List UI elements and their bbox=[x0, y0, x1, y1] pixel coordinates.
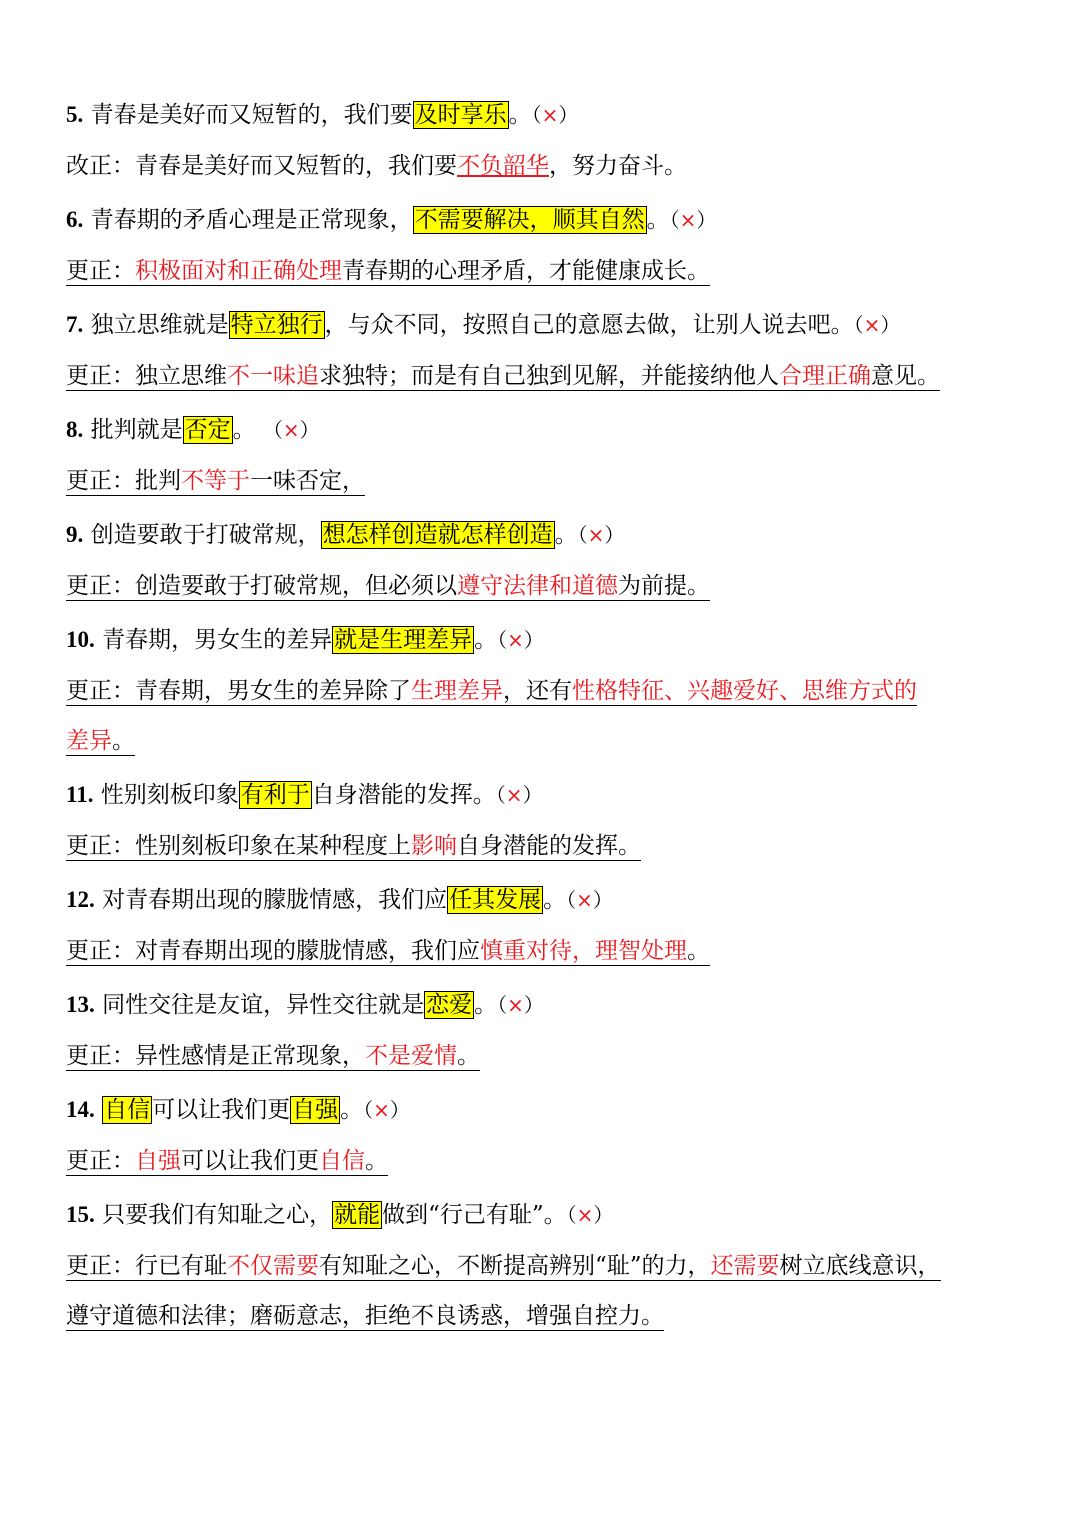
correction-text: 青春期，男女生的差异除了 bbox=[135, 678, 411, 704]
item-number: 7. bbox=[66, 312, 84, 337]
highlighted-error: 就能 bbox=[334, 1202, 381, 1228]
question-text: 。 bbox=[646, 207, 670, 233]
mark-open: （ bbox=[577, 523, 588, 547]
item-number: 14. bbox=[66, 1097, 95, 1122]
highlighted-error: 任其发展 bbox=[449, 887, 542, 913]
mark-open: （ bbox=[495, 783, 506, 807]
question-text: 独立思维就是 bbox=[90, 312, 229, 338]
question-text: 。 bbox=[474, 627, 498, 653]
question-text: 只要我们有知耻之心， bbox=[102, 1202, 333, 1228]
mark-close: ） bbox=[696, 208, 717, 232]
item-number: 13. bbox=[66, 992, 95, 1017]
item-number: 11. bbox=[66, 782, 94, 807]
mark-close: ） bbox=[299, 418, 320, 442]
correction-text: 为前提。 bbox=[618, 573, 710, 599]
highlighted-error: 特立独行 bbox=[230, 312, 323, 338]
correction-prefix: 更正： bbox=[66, 468, 135, 494]
correction-line bbox=[66, 149, 1026, 183]
question-line bbox=[66, 518, 1026, 552]
correction-line bbox=[66, 1039, 1026, 1073]
corrected-key-phrase: 影响 bbox=[411, 833, 457, 859]
corrected-key-phrase: 性格特征、兴趣爱好、思维方式的 bbox=[572, 678, 917, 704]
correction-text: 对青春期出现的朦胧情感，我们应 bbox=[135, 938, 480, 964]
underlined-correction bbox=[66, 1303, 664, 1331]
item-6 bbox=[66, 203, 1026, 288]
underlined-correction bbox=[66, 363, 940, 391]
correction-text: 树立底线意识， bbox=[779, 1253, 941, 1279]
corrected-key-phrase: 不一味追 bbox=[227, 363, 319, 389]
question-text: 青春期的矛盾心理是正常现象， bbox=[90, 207, 413, 233]
item-15 bbox=[66, 1198, 1026, 1333]
corrected-key-phrase: 还需要 bbox=[710, 1253, 780, 1279]
correction-text: 行已有耻 bbox=[135, 1253, 227, 1279]
highlighted-error: 自强 bbox=[292, 1097, 339, 1123]
correction-line-continued bbox=[66, 1299, 1026, 1333]
correction-line bbox=[66, 1144, 1026, 1178]
corrected-key-phrase: 差异 bbox=[66, 728, 112, 754]
mark-open: （ bbox=[497, 993, 508, 1017]
correction-text: 遵守道德和法律；磨砺意志，拒绝不良诱惑，增强自控力。 bbox=[66, 1303, 664, 1329]
highlighted-error: 想怎样创造就怎样创造 bbox=[322, 522, 553, 548]
wrong-mark: × bbox=[863, 313, 881, 337]
correction-text: 。 bbox=[112, 728, 135, 754]
document-page bbox=[66, 98, 1026, 1353]
question-text: 青春是美好而又短暂的，我们要 bbox=[90, 102, 413, 128]
corrected-key-phrase: 合理正确 bbox=[779, 363, 871, 389]
question-line bbox=[66, 883, 1026, 917]
mark-open: （ bbox=[262, 418, 283, 442]
underlined-correction bbox=[66, 258, 710, 286]
corrected-key-phrase: 积极面对和正确处理 bbox=[135, 258, 342, 284]
question-text: ，与众不同，按照自己的意愿去做，让别人说去吧。 bbox=[324, 312, 854, 338]
corrected-key-phrase: 生理差异 bbox=[411, 678, 503, 704]
underlined-correction bbox=[66, 678, 917, 706]
item-number: 8. bbox=[66, 417, 84, 442]
mark-close: ） bbox=[604, 523, 625, 547]
question-text: 同性交往是友谊，异性交往就是 bbox=[102, 992, 425, 1018]
correction-text: 可以让我们更 bbox=[181, 1148, 319, 1174]
item-number: 6. bbox=[66, 207, 84, 232]
mark-open: （ bbox=[531, 103, 542, 127]
question-line bbox=[66, 623, 1026, 657]
correction-text: 性别刻板印象在某种程度上 bbox=[135, 833, 411, 859]
correction-line-continued bbox=[66, 724, 1026, 758]
wrong-mark: × bbox=[576, 888, 593, 912]
item-14 bbox=[66, 1093, 1026, 1178]
correction-prefix: 更正： bbox=[66, 1148, 135, 1174]
question-line bbox=[66, 988, 1026, 1022]
item-5 bbox=[66, 98, 1026, 183]
correction-prefix: 改正： bbox=[66, 153, 135, 179]
mark-close: ） bbox=[592, 888, 613, 912]
question-line bbox=[66, 778, 1026, 812]
correction-text: ，还有 bbox=[503, 678, 572, 704]
underlined-correction bbox=[66, 833, 641, 861]
highlighted-error: 否定 bbox=[184, 417, 231, 443]
item-11 bbox=[66, 778, 1026, 863]
item-8 bbox=[66, 413, 1026, 498]
question-text: 创造要敢于打破常规， bbox=[90, 522, 321, 548]
correction-prefix: 更正： bbox=[66, 938, 135, 964]
question-text: 。 bbox=[474, 992, 498, 1018]
correction-line bbox=[66, 1249, 1026, 1283]
underlined-correction bbox=[66, 1253, 941, 1281]
corrected-key-phrase: 自强 bbox=[135, 1148, 181, 1174]
mark-open: （ bbox=[566, 888, 577, 912]
item-number: 5. bbox=[66, 102, 84, 127]
wrong-mark: × bbox=[576, 1203, 594, 1227]
correction-text: 。 bbox=[457, 1043, 480, 1069]
question-line bbox=[66, 1093, 1026, 1127]
question-text: 对青春期出现的朦胧情感，我们应 bbox=[102, 887, 448, 913]
correction-text: 自身潜能的发挥。 bbox=[457, 833, 641, 859]
correction-line bbox=[66, 569, 1026, 603]
item-9 bbox=[66, 518, 1026, 603]
correction-text: ，努力奋斗。 bbox=[549, 153, 687, 179]
corrected-key-phrase: 不等于 bbox=[181, 468, 250, 494]
highlighted-error: 及时享乐 bbox=[414, 102, 507, 128]
question-line bbox=[66, 203, 1026, 237]
corrected-key-phrase: 不是爱情 bbox=[365, 1043, 457, 1069]
wrong-mark: × bbox=[587, 523, 605, 547]
correction-prefix: 更正： bbox=[66, 573, 135, 599]
wrong-mark: × bbox=[679, 208, 697, 232]
mark-open: （ bbox=[669, 208, 680, 232]
correction-text: 批判 bbox=[135, 468, 181, 494]
highlighted-error: 有利于 bbox=[240, 782, 310, 808]
question-text: 自身潜能的发挥。 bbox=[311, 782, 496, 808]
correction-text: 。 bbox=[365, 1148, 388, 1174]
underlined-correction bbox=[66, 1148, 388, 1176]
correction-text: 有知耻之心，不断提高辨别“耻”的力， bbox=[319, 1253, 711, 1279]
correction-line bbox=[66, 359, 1026, 393]
mark-open: （ bbox=[363, 1098, 374, 1122]
correction-text: 一味否定， bbox=[250, 468, 365, 494]
item-10 bbox=[66, 623, 1026, 758]
question-line bbox=[66, 98, 1026, 132]
question-text: 。 bbox=[554, 522, 578, 548]
mark-close: ） bbox=[522, 783, 543, 807]
question-text: 青春期，男女生的差异 bbox=[102, 627, 333, 653]
wrong-mark: × bbox=[507, 993, 524, 1017]
corrected-key-phrase: 不仅需要 bbox=[227, 1253, 319, 1279]
question-text: 可以让我们更 bbox=[152, 1097, 291, 1123]
question-text: 批判就是 bbox=[90, 417, 183, 443]
underlined-correction bbox=[66, 728, 135, 756]
item-12 bbox=[66, 883, 1026, 968]
correction-line bbox=[66, 464, 1026, 498]
item-7 bbox=[66, 308, 1026, 393]
question-text: 性别刻板印象 bbox=[100, 782, 239, 808]
corrected-key-phrase: 遵守法律和道德 bbox=[457, 573, 618, 599]
correction-prefix: 更正： bbox=[66, 258, 135, 284]
underlined-correction bbox=[66, 938, 710, 966]
corrected-key-phrase: 不负韶华 bbox=[457, 153, 549, 179]
highlighted-error: 恋爱 bbox=[426, 992, 473, 1018]
wrong-mark: × bbox=[505, 783, 523, 807]
highlighted-error: 自信 bbox=[104, 1097, 151, 1123]
correction-text: 求独特；而是有自己独到见解，并能接纳他人 bbox=[319, 363, 779, 389]
question-text: 。 bbox=[508, 102, 532, 128]
question-text: 做到“行己有耻”。 bbox=[382, 1202, 567, 1228]
question-text: 。 bbox=[340, 1097, 364, 1123]
correction-line bbox=[66, 829, 1026, 863]
correction-text: 青春期的心理矛盾，才能健康成长。 bbox=[342, 258, 710, 284]
question-text: 。 bbox=[543, 887, 567, 913]
correction-line bbox=[66, 674, 1026, 708]
corrected-key-phrase: 自信 bbox=[319, 1148, 365, 1174]
highlighted-error: 就是生理差异 bbox=[334, 627, 473, 653]
correction-text: 意见。 bbox=[871, 363, 940, 389]
mark-open: （ bbox=[497, 628, 508, 652]
wrong-mark: × bbox=[541, 103, 559, 127]
correction-text: 独立思维 bbox=[135, 363, 227, 389]
wrong-mark: × bbox=[373, 1098, 390, 1122]
wrong-mark: × bbox=[507, 628, 524, 652]
underlined-correction bbox=[66, 1043, 480, 1071]
correction-text: 异性感情是正常现象， bbox=[135, 1043, 365, 1069]
question-text: 。 bbox=[232, 417, 263, 443]
item-number: 12. bbox=[66, 887, 95, 912]
correction-line bbox=[66, 934, 1026, 968]
item-number: 15. bbox=[66, 1202, 95, 1227]
question-line bbox=[66, 308, 1026, 342]
correction-text: 创造要敢于打破常规，但必须以 bbox=[135, 573, 457, 599]
correction-text: 。 bbox=[687, 938, 710, 964]
mark-close: ） bbox=[593, 1203, 614, 1227]
mark-close: ） bbox=[558, 103, 579, 127]
highlighted-error: 不需要解决，顺其自然 bbox=[414, 207, 645, 233]
mark-open: （ bbox=[566, 1203, 577, 1227]
item-13 bbox=[66, 988, 1026, 1073]
correction-prefix: 更正： bbox=[66, 833, 135, 859]
mark-close: ） bbox=[389, 1098, 410, 1122]
mark-close: ） bbox=[523, 628, 544, 652]
mark-close: ） bbox=[523, 993, 544, 1017]
correction-prefix: 更正： bbox=[66, 678, 135, 704]
mark-close: ） bbox=[880, 313, 901, 337]
question-line bbox=[66, 1198, 1026, 1232]
corrected-key-phrase: 慎重对待，理智处理 bbox=[480, 938, 687, 964]
item-number: 9. bbox=[66, 522, 84, 547]
question-line bbox=[66, 413, 1026, 447]
wrong-mark: × bbox=[282, 418, 300, 442]
underlined-correction bbox=[66, 573, 710, 601]
underlined-correction bbox=[66, 468, 365, 496]
correction-prefix: 更正： bbox=[66, 363, 135, 389]
item-number: 10. bbox=[66, 627, 95, 652]
correction-prefix: 更正： bbox=[66, 1253, 135, 1279]
correction-text: 青春是美好而又短暂的，我们要 bbox=[135, 153, 457, 179]
correction-prefix: 更正： bbox=[66, 1043, 135, 1069]
mark-open: （ bbox=[853, 313, 864, 337]
correction-line bbox=[66, 254, 1026, 288]
